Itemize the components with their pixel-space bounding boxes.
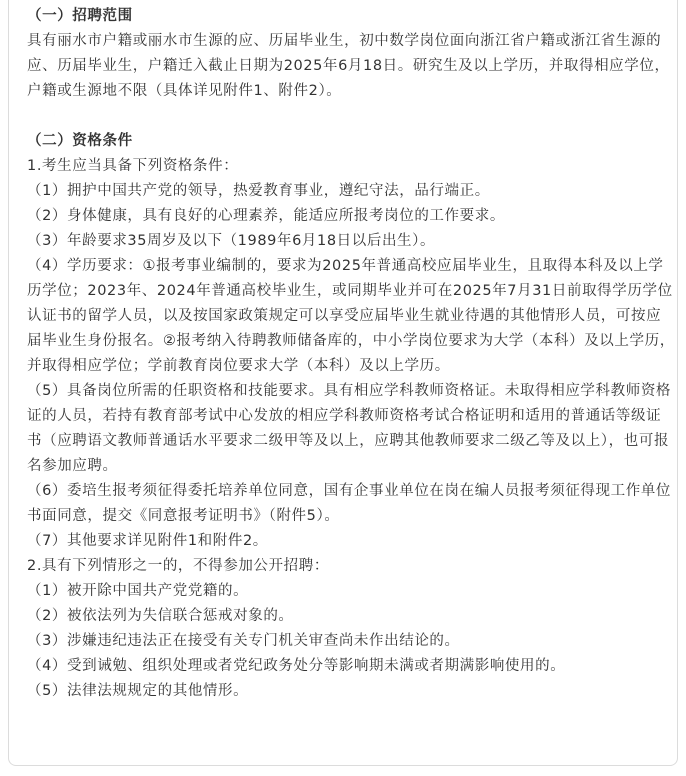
section-heading-qualifications: （二）资格条件 xyxy=(27,133,133,149)
qualification-sub-7: （7）其他要求详见附件1和附件2。 xyxy=(27,533,268,549)
exclusion-sub-3: （3）涉嫌违纪违法正在接受有关专门机关审查尚未作出结论的。 xyxy=(27,633,460,649)
qualification-sub-6: （6）委培生报考须征得委托培养单位同意，国有企事业单位在岗在编人员报考须征得现工作单位书面同意，提交《同意报考证明书》（附件5）。 xyxy=(27,483,672,524)
qualification-sub-5: （5）具备岗位所需的任职资格和技能要求。具有相应学科教师资格证。未取得相应学科教师资格证的人员，若持有教育部考试中心发放的相应学科教师资格考试合格证明和适用的普通话等级证书（应聘语文教师普通话水平要求二级甲等及以上，应聘其他教师要求二级乙等及以上），也可报名参加应聘。 xyxy=(27,383,672,474)
exclusion-sub-5: （5）法律法规规定的其他情形。 xyxy=(27,683,249,699)
qualification-sub-2: （2）身体健康，具有良好的心理素养，能适应所报考岗位的工作要求。 xyxy=(27,208,505,224)
qualification-sub-4: （4）学历要求：①报考事业编制的，要求为2025年普通高校应届毕业生，且取得本科及以上学历学位；2023年、2024年普通高校毕业生，或同期毕业并可在2025年7月31日前取得学历学位认证书的留学人员，以及按国家政策规定可以享受应届毕业生就业待遇的其他情形人员，可按应届毕业生身份报名。②报考纳入待聘教师储备库的，中小学岗位要求为大学（本科）及以上学历，并取得相应学位；学前教育岗位要求大学（本科）及以上学历。 xyxy=(27,258,675,374)
article-card xyxy=(8,0,678,766)
section-heading-scope: （一）招聘范围 xyxy=(27,8,133,24)
exclusion-sub-1: （1）被开除中国共产党党籍的。 xyxy=(27,583,249,599)
exclusion-sub-2: （2）被依法列为失信联合惩戒对象的。 xyxy=(27,608,294,624)
exclusion-sub-4: （4）受到诫勉、组织处理或者党纪政务处分等影响期未满或者期满影响使用的。 xyxy=(27,658,566,674)
qualification-item-1: 1.考生应当具备下列资格条件： xyxy=(27,158,239,174)
qualification-sub-3: （3）年龄要求35周岁及以下（1989年6月18日以后出生）。 xyxy=(27,233,436,249)
article-content xyxy=(27,4,675,704)
scope-paragraph: 具有丽水市户籍或丽水市生源的应、历届毕业生，初中数学岗位面向浙江省户籍或浙江省生源的应、历届毕业生，户籍迁入截止日期为2025年6月18日。研究生及以上学历，并取得相应学位，户籍或生源地不限（具体详见附件1、附件2）。 xyxy=(27,33,670,99)
paragraph-spacer xyxy=(27,104,675,129)
exclusion-item-2: 2.具有下列情形之一的，不得参加公开招聘： xyxy=(27,558,329,574)
qualification-sub-1: （1）拥护中国共产党的领导，热爱教育事业，遵纪守法，品行端正。 xyxy=(27,183,490,199)
